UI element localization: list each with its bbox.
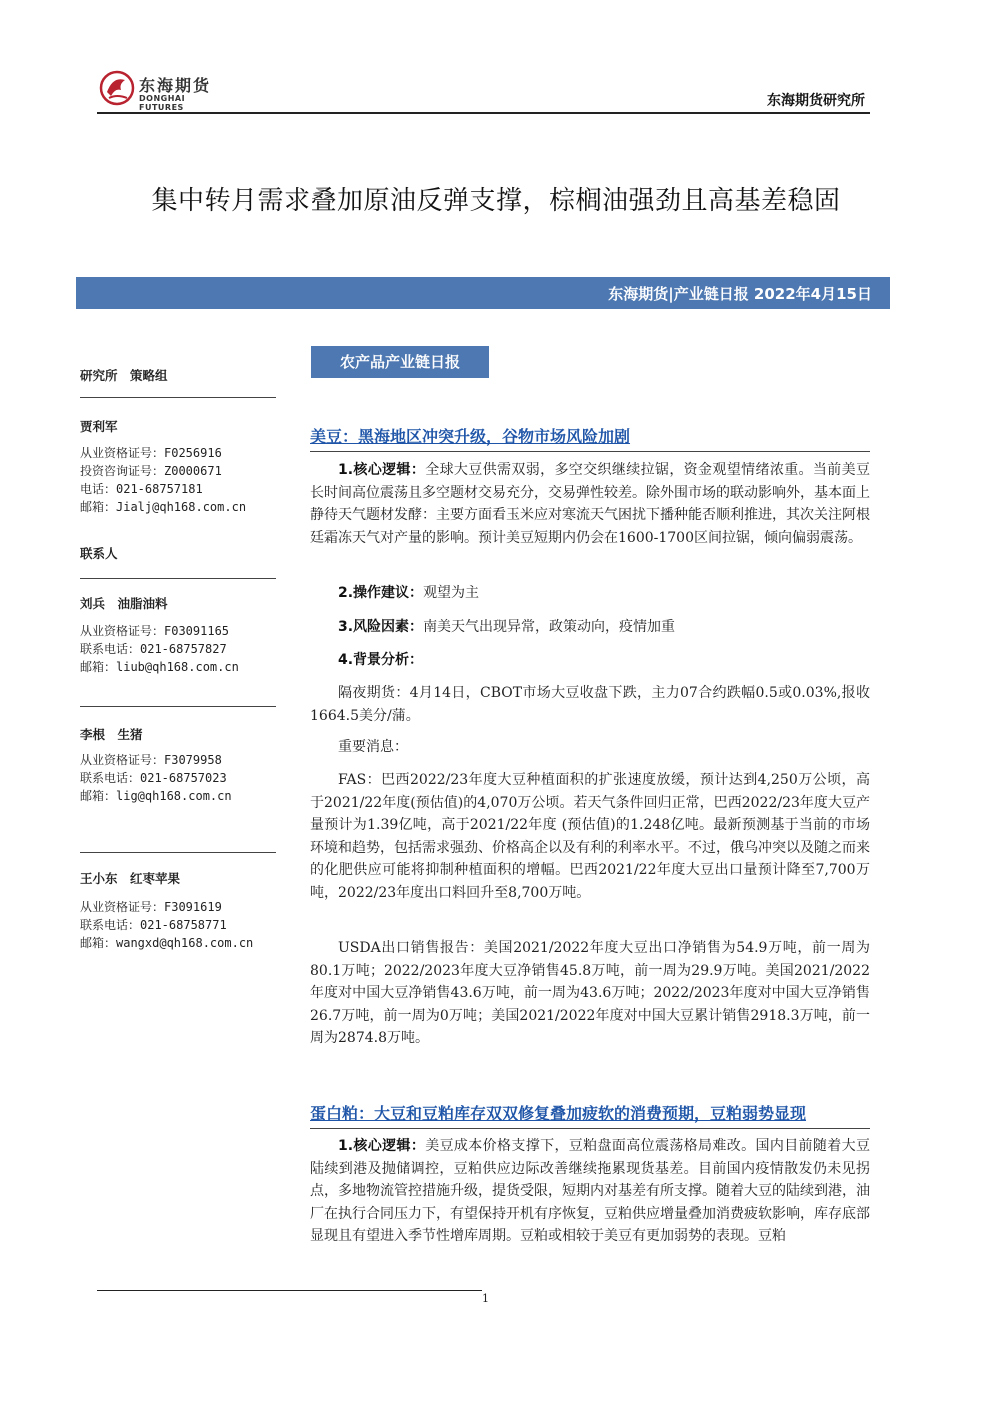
dept-label: 研究所 策略组 [80, 368, 168, 383]
risk-label: 3.风险因素： [338, 619, 424, 635]
section-divider [310, 451, 870, 452]
section-tag: 农产品产业链日报 [311, 346, 489, 378]
soy-background [310, 649, 870, 672]
contact-phone: 联系电话：021-68758771 [80, 918, 227, 932]
sidebar-divider [80, 706, 276, 707]
contact-name: 王小东 红枣苹果 [80, 871, 181, 886]
contact-phone: 联系电话：021-68757023 [80, 771, 227, 785]
contacts-heading: 联系人 [80, 546, 118, 561]
report-banner [76, 277, 890, 309]
analyst-name: 贾利军 [80, 419, 118, 434]
analyst-license: 从业资格证号：F0256916 [80, 446, 222, 460]
footer-divider [97, 1290, 482, 1291]
analyst-email: 邮箱：Jialj@qh168.com.cn [80, 500, 247, 514]
contact-name: 刘兵 油脂油料 [80, 596, 168, 611]
soy-news-heading: 重要消息： [338, 739, 408, 755]
contact-license: 从业资格证号：F3079958 [80, 753, 222, 767]
sidebar-divider [80, 578, 276, 579]
section-divider [310, 1128, 870, 1129]
core-logic-label: 1.核心逻辑： [338, 462, 426, 478]
core-logic-text: 美豆成本价格支撑下，豆粕盘面高位震荡格局难改。国内目前随着大豆陆续到港及抛储调控，豆粕供应边际改善继续拖累现货基差。目前国内疫情散发仍未见拐点，多地物流管控措施升级，提货受限，短期内对基差有所支撑。随着大豆的陆续到港，油厂在执行合同压力下，有望保持开机有序恢复，豆粕供应增量叠加消费疲软影响，库存底部显现且有望进入季节性增库周期。豆粕或相较于美豆有更加弱势的表现。豆粕 [310, 1138, 870, 1244]
sidebar-divider [80, 852, 276, 853]
header-divider [97, 112, 870, 114]
contact-license: 从业资格证号：F03091165 [80, 624, 230, 638]
contact-email: 邮箱：lig@qh168.com.cn [80, 789, 232, 803]
risk-text: 南美天气出现异常，政策动向，疫情加重 [423, 619, 676, 635]
soy-suggestion [310, 582, 870, 605]
contact-info [80, 622, 239, 676]
contact-phone: 联系电话：021-68757827 [80, 642, 227, 656]
analyst-phone: 电话：021-68757181 [80, 482, 203, 496]
meal-section-title[interactable]: 蛋白粕：大豆和豆粕库存双双修复叠加疲软的消费预期，豆粕弱势显现 [310, 1104, 807, 1123]
meal-core-logic [310, 1135, 870, 1248]
logo-text-cn: 东海期货 [139, 76, 212, 95]
background-label: 4.背景分析： [338, 652, 424, 668]
analyst-info [80, 444, 246, 516]
core-logic-label: 1.核心逻辑： [338, 1138, 426, 1154]
soy-fas: FAS：巴西2022/23年度大豆种植面积的扩张速度放缓，预计达到4,250万公顷，高于2021/22年度(预估值)的4,070万公顷。若天气条件回归正常，巴西2022/23年度大豆产量预计为1.39亿吨，高于2021/22年度 (预估值)的1.248亿吨。最新预测基于当前的市场环境和趋势，包括需求强劲、价格高企以及有利的利率水平。不过，俄乌冲突以及随之而来的化肥供应可能将抑制种植面积的增幅。巴西2021/22年度大豆出口量预计降至7,700万吨，2022/23年度出口料回升至8,700万吨。 [310, 772, 870, 901]
soy-risk [310, 616, 870, 639]
contact-name: 李根 生猪 [80, 727, 143, 742]
institute-label: 东海期货研究所 [767, 93, 865, 109]
report-title: 集中转月需求叠加原油反弹支撑，棕榈油强劲且高基差稳固 [151, 186, 841, 216]
contact-license: 从业资格证号：F3091619 [80, 900, 222, 914]
donghai-logo [97, 66, 227, 110]
soy-core-logic [310, 459, 870, 549]
contact-email: 邮箱：wangxd@qh168.com.cn [80, 936, 254, 950]
soy-usda: USDA出口销售报告：美国2021/2022年度大豆出口净销售为54.9万吨，前一周为80.1万吨；2022/2023年度大豆净销售45.8万吨，前一周为29.9万吨。美国2021/2022年度对中国大豆净销售43.6万吨，前一周为43.6万吨；2022/2023年度对中国大豆净销售26.7万吨，前一周为0万吨；美国2021/2022年度对中国大豆累计销售2918.3万吨，前一周为2874.8万吨。 [310, 940, 870, 1046]
banner-text: 东海期货|产业链日报 2022年4月15日 [608, 285, 872, 303]
page-number: 1 [482, 1292, 489, 1305]
suggestion-text: 观望为主 [423, 585, 480, 601]
contact-info [80, 751, 232, 805]
core-logic-text: 全球大豆供需双弱，多空交织继续拉锯，资金观望情绪浓重。当前美豆长时间高位震荡且多空题材交易充分，交易弹性较差。除外围市场的联动影响外，基本面上静待天气题材发酵：主要方面看玉米应对寒流天气困扰下播种能否顺利推进，其次关注阿根廷霜冻天气对产量的影响。预计美豆短期内仍会在1600-1700区间拉锯，倾向偏弱震荡。 [310, 462, 870, 546]
suggestion-label: 2.操作建议： [338, 585, 424, 601]
analyst-consult-license: 投资咨询证号：Z0000671 [80, 464, 222, 478]
soy-overnight: 隔夜期货：4月14日，CBOT市场大豆收盘下跌，主力07合约跌幅0.5或0.03%,报收1664.5美分/蒲。 [310, 685, 870, 724]
logo-text-en: DONGHAI FUTURES [139, 94, 186, 112]
soy-section-title[interactable]: 美豆：黑海地区冲突升级，谷物市场风险加剧 [310, 427, 631, 446]
contact-info [80, 898, 253, 952]
sidebar-divider [80, 397, 276, 398]
contact-email: 邮箱：liub@qh168.com.cn [80, 660, 239, 674]
